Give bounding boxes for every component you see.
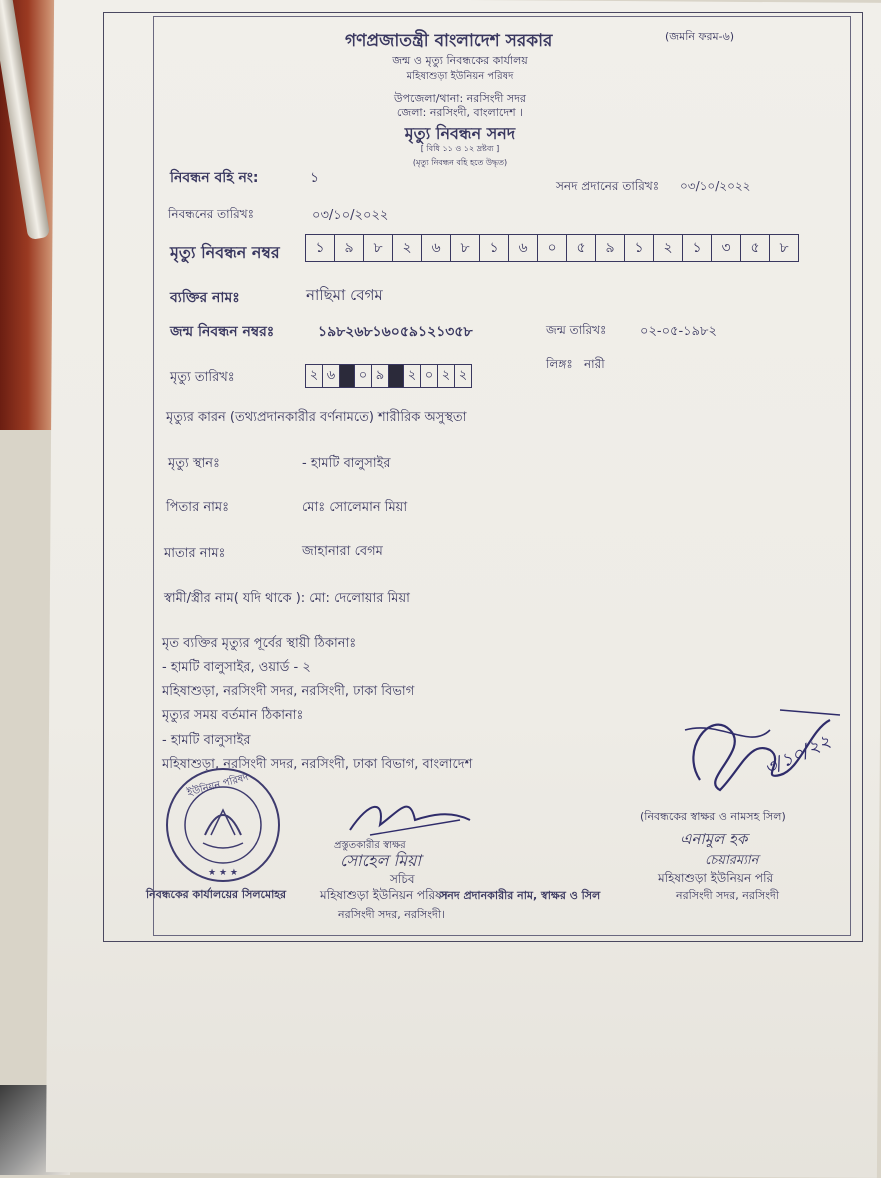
reg-number-digit: ৬ [422, 235, 451, 261]
preparer-label: প্রস্তুতকারীর স্বাক্ষর [334, 840, 406, 851]
spouse-name: স্বামী/স্ত্রীর নাম( যদি থাকে ): মো: দেলোয়ার মিয়া [164, 591, 410, 606]
death-place-label: মৃত্যু স্থানঃ [168, 456, 220, 471]
perm-address-line2: মহিষাশুড়া, নরসিংদী সদর, নরসিংদী, ঢাকা বিভাগ [162, 684, 415, 699]
svg-text:ইউনিয়ন পরিষদ: ইউনিয়ন পরিষদ [186, 772, 250, 799]
death-date-digit: ২ [404, 365, 421, 387]
reg-number-digit: ২ [393, 235, 422, 261]
death-date-digit: ০ [421, 365, 438, 387]
reg-date-value: ০৩/১০/২০২২ [312, 208, 389, 223]
reg-number-digit: ১ [306, 235, 335, 261]
district: জেলা: নরসিংদী, বাংলাদেশ । [396, 106, 524, 119]
registrar-signature [660, 690, 850, 800]
preparer-title: সচিব [390, 872, 415, 886]
registrar-office: মহিষাশুড়া ইউনিয়ন পরি [658, 871, 774, 885]
birth-reg-label: জন্ম নিবন্ধন নম্বরঃ [170, 324, 275, 340]
death-date-label: মৃত্যু তারিখঃ [170, 370, 235, 385]
office-seal [163, 765, 283, 885]
reg-number-digit: ১ [625, 235, 654, 261]
certificate-title: মৃত্যু নিবন্ধন সনদ [404, 124, 516, 143]
sex-value: নারী [584, 357, 605, 371]
perm-address-label: মৃত ব্যক্তির মৃত্যুর পূর্বের স্থায়ী ঠিকানাঃ [162, 636, 357, 651]
death-place-value: - হামটি বালুসাইর [302, 456, 391, 471]
reg-number-digit: ৩ [712, 235, 741, 261]
reg-number-boxes [305, 234, 799, 262]
curr-address-line2: মহিষাশুড়া, নরসিংদী সদর, নরসিংদী, ঢাকা বিভাগ, বাংলাদেশ [162, 757, 473, 772]
reg-number-digit: ১ [480, 235, 509, 261]
issue-date-value: ০৩/১০/২০২২ [680, 179, 751, 193]
issue-date-label: সনদ প্রদানের তারিখঃ [556, 179, 660, 193]
reg-number-digit: ১ [683, 235, 712, 261]
extract-note: (মৃত্যু নিবন্ধন বহি হতে উদ্ধৃত) [412, 158, 508, 167]
curr-address-line1: - হামটি বালুসাইর [162, 733, 251, 748]
preparer-place: নরসিংদী সদর, নরসিংদী। [338, 908, 445, 921]
footer-issuer-caption: সনদ প্রদানকারীর নাম, স্বাক্ষর ও সিল [440, 889, 601, 902]
preparer-office: মহিষাশুড়া ইউনিয়ন পরিষদ [320, 888, 449, 902]
book-number-value: ১ [310, 170, 320, 186]
registrar-place: নরসিংদী সদর, নরসিংদী [676, 889, 779, 902]
death-date-digit: ২ [438, 365, 455, 387]
reg-number-digit: ৬ [509, 235, 538, 261]
svg-text:★ ★ ★: ★ ★ ★ [208, 868, 238, 878]
reg-number-digit: ৫ [741, 235, 770, 261]
registrar-label: (নিবন্ধকের স্বাক্ষর ও নামসহ সিল) [640, 810, 786, 823]
dob-value: ০২-০৫-১৯৮২ [640, 324, 717, 339]
death-date-digit: ৬ [323, 365, 340, 387]
registrar-title: চেয়ারম্যান [705, 853, 759, 868]
signature-date: ৩/১০/২২ [761, 730, 835, 780]
death-date-boxes [305, 364, 472, 388]
rule-ref: [ বিধি ১১ ও ১২ দ্রষ্টব্য ] [420, 144, 500, 153]
reg-number-label: মৃত্যু নিবন্ধন নম্বর [170, 243, 280, 262]
preparer-signature [340, 790, 480, 845]
gov-heading: গণপ্রজাতন্ত্রী বাংলাদেশ সরকার [345, 31, 553, 51]
birth-reg-value: ১৯৮২৬৮১৬০৫৯১২১৩৫৮ [318, 324, 473, 340]
reg-number-digit: ২ [654, 235, 683, 261]
cause-of-death: মৃত্যুর কারন (তথ্যপ্রদানকারীর বর্ণনামতে) শারীরিক অসুস্থতা [166, 410, 467, 425]
union-name: মহিষাশুড়া ইউনিয়ন পরিষদ [406, 71, 514, 82]
reg-number-digit: ৮ [779, 240, 789, 256]
date-separator [389, 365, 404, 387]
death-date-digit: ২ [458, 367, 468, 383]
reg-number-digit: ০ [538, 235, 567, 261]
preparer-name: সোহেল মিয়া [340, 851, 422, 870]
footer-seal-caption: নিবন্ধকের কার্যালয়ের সিলমোহর [146, 888, 287, 901]
date-separator [340, 365, 355, 387]
upazila: উপজেলা/থানা: নরসিংদী সদর [394, 92, 526, 105]
death-date-digit: ০ [355, 365, 372, 387]
dob-label: জন্ম তারিখঃ [546, 323, 607, 337]
mother-value: জাহানারা বেগম [302, 544, 383, 559]
reg-number-digit: ৮ [364, 235, 393, 261]
office-name: জন্ম ও মৃত্যু নিবন্ধকের কার্যালয় [392, 54, 528, 67]
father-label: পিতার নামঃ [166, 500, 230, 515]
father-value: মোঃ সোলেমান মিয়া [302, 500, 408, 515]
mother-label: মাতার নামঃ [164, 546, 226, 561]
registrar-name: এনামুল হক [680, 830, 748, 848]
death-date-digit: ২ [306, 365, 323, 387]
reg-date-label: নিবন্ধনের তারিখঃ [168, 207, 254, 221]
death-date-digit: ৯ [372, 365, 389, 387]
sex-label: লিঙ্গঃ [546, 357, 573, 371]
reg-number-digit: ৫ [567, 235, 596, 261]
perm-address-line1: - হামটি বালুসাইর, ওয়ার্ড - ২ [162, 660, 311, 675]
curr-address-label: মৃত্যুর সময় বর্তমান ঠিকানাঃ [162, 708, 304, 723]
reg-number-digit: ৯ [335, 235, 364, 261]
book-number-label: নিবন্ধন বহি নং: [170, 170, 259, 186]
reg-number-digit: ৮ [451, 235, 480, 261]
reg-number-digit: ৯ [596, 235, 625, 261]
name-value: নাছিমা বেগম [306, 286, 383, 304]
name-label: ব্যক্তির নামঃ [170, 290, 240, 306]
form-number: (জমনি ফরম-৬) [665, 30, 735, 43]
